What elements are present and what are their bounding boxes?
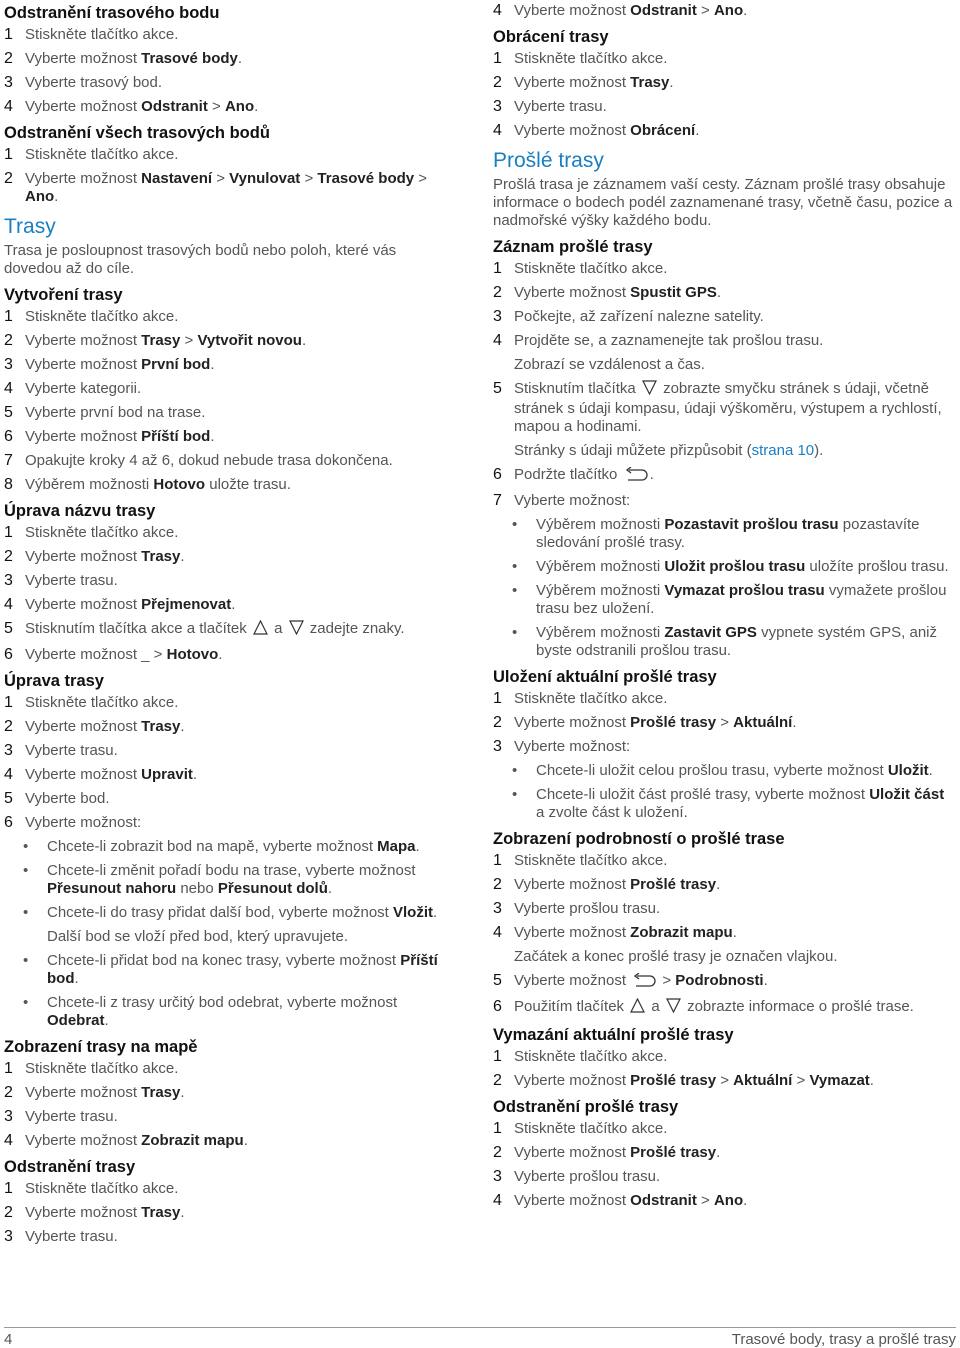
bullet-icon: •: [23, 904, 29, 921]
section-edit-route: [4, 670, 456, 1030]
bullet-item: [23, 994, 456, 1030]
step: [4, 548, 456, 566]
section-heading: Uložení aktuální prošlé trasy: [493, 668, 717, 686]
step-number: 4: [4, 596, 13, 613]
step-text: Stiskněte tlačítko akce.: [25, 1180, 179, 1197]
step-number: 7: [4, 452, 13, 469]
bullet-item: [512, 786, 955, 822]
step-number: 1: [493, 690, 502, 707]
step-number: 6: [4, 428, 13, 445]
step-number: 1: [4, 694, 13, 711]
down-arrow-icon: [289, 620, 304, 640]
bullet-text: Chcete-li změnit pořadí bodu na trase, vyberte možnost Přesunout nahoru nebo Přesunout dolů.: [47, 862, 416, 897]
step-text: Vyberte možnost Prošlé trasy > Aktuální.: [514, 714, 797, 731]
step-text: Vyberte možnost:: [514, 492, 631, 509]
step: [4, 596, 456, 614]
step: [4, 428, 456, 446]
step: [493, 1048, 955, 1066]
step: [4, 98, 456, 116]
step-text: Vyberte možnost Trasy > Vytvořit novou.: [25, 332, 307, 349]
step-text: Vyberte trasu.: [514, 98, 607, 115]
bullet-text: Chcete-li do trasy přidat další bod, vyberte možnost Vložit. Další bod se vloží před bod, který upravujete.: [47, 904, 438, 945]
step-text: Projděte se, a zaznamenejte tak prošlou trasu.: [514, 332, 824, 349]
step-number: 3: [493, 900, 502, 917]
step-number: 1: [4, 1180, 13, 1197]
step: [4, 50, 456, 68]
step-text: Stiskněte tlačítko akce.: [25, 26, 179, 43]
section-heading: Záznam prošlé trasy: [493, 238, 653, 256]
step-number: 3: [4, 742, 13, 759]
bullet-item: [23, 862, 456, 898]
section-heading: Úprava trasy: [4, 672, 104, 690]
bullet-text: Výběrem možnosti Uložit prošlou trasu uložíte prošlou trasu.: [536, 558, 949, 575]
step-text: Vyberte trasu.: [25, 1108, 118, 1125]
step: [493, 332, 955, 350]
step: [4, 1132, 456, 1150]
step-text: Vyberte možnost Odstranit > Ano.: [25, 98, 259, 115]
bullet-icon: •: [512, 624, 518, 641]
step-note: Zobrazí se vzdálenost a čas.: [514, 356, 705, 373]
step: [4, 620, 456, 640]
step: [493, 972, 955, 992]
step-text: Vyberte trasový bod.: [25, 74, 163, 91]
step-number: 2: [493, 714, 502, 731]
step-number: 4: [4, 380, 13, 397]
step: [4, 74, 456, 92]
step-text: Vyberte možnost:: [514, 738, 631, 755]
step: [4, 332, 456, 350]
up-arrow-icon: [253, 620, 268, 640]
up-arrow-icon: [630, 998, 645, 1018]
step-number: 3: [493, 1168, 502, 1185]
step: [4, 1180, 456, 1198]
step: [4, 790, 456, 808]
section-save-track: [493, 666, 955, 822]
bullet-item: [512, 624, 955, 660]
step-number: 2: [493, 1144, 502, 1161]
step-number: 4: [493, 924, 502, 941]
step-number: 3: [493, 308, 502, 325]
bullet-item: [23, 838, 456, 856]
step-text: Opakujte kroky 4 až 6, dokud nebude trasa dokončena.: [25, 452, 393, 469]
step-number: 2: [4, 50, 13, 67]
bullet-text: Chcete-li přidat bod na konec trasy, vyberte možnost Příští bod.: [47, 952, 438, 987]
step-text: Vyberte možnost Trasy.: [25, 548, 185, 565]
section-track-details: [493, 828, 955, 1018]
step-text: Stiskněte tlačítko akce.: [25, 1060, 179, 1077]
section-heading: Odstranění prošlé trasy: [493, 1098, 679, 1116]
step-number: 5: [4, 790, 13, 807]
bullet-icon: •: [23, 862, 29, 879]
bullet-icon: •: [23, 838, 29, 855]
step-text: Stisknutím tlačítka zobrazte smyčku stránek s údaji, včetně stránek s údaji kompasu, údaji výškoměru, výstupem a rychlostí, mapou a hodinami.: [514, 380, 942, 435]
step-text: Vyberte možnost Prošlé trasy.: [514, 1144, 721, 1161]
step: [493, 738, 955, 756]
step-text: Vyberte možnost Obrácení.: [514, 122, 700, 139]
step: [493, 74, 955, 92]
step: [4, 380, 456, 398]
step-text: Vyberte možnost _ > Hotovo.: [25, 646, 223, 663]
bullet-icon: •: [23, 994, 29, 1011]
step-text: Stiskněte tlačítko akce.: [514, 50, 668, 67]
step-number: 3: [493, 98, 502, 115]
step-text: Vyberte trasu.: [25, 572, 118, 589]
step: [493, 2, 955, 20]
step-number: 8: [4, 476, 13, 493]
bullet-item: [23, 904, 456, 946]
section-clear-track: [493, 1024, 955, 1090]
step: [4, 404, 456, 422]
step-text: Vyberte možnost Odstranit > Ano.: [514, 2, 748, 19]
step: [4, 694, 456, 712]
bullet-note: Další bod se vloží před bod, který upravujete.: [47, 928, 348, 945]
step-number: 6: [4, 814, 13, 831]
chapter-heading: Trasy: [4, 215, 56, 238]
step-text: Vyberte trasu.: [25, 1228, 118, 1245]
step-text: Vyberte kategorii.: [25, 380, 142, 397]
step-number: 5: [4, 620, 13, 637]
step: [493, 1168, 955, 1186]
step-text: Stiskněte tlačítko akce.: [25, 146, 179, 163]
step-text: Výběrem možnosti Hotovo uložte trasu.: [25, 476, 291, 493]
section-tracks: [493, 148, 955, 230]
step-number: 2: [4, 718, 13, 735]
step-number: 1: [493, 852, 502, 869]
bullet-item: [512, 762, 955, 780]
step-number: 2: [493, 284, 502, 301]
step-text: Stiskněte tlačítko akce.: [514, 1120, 668, 1137]
step-text: Vyberte možnost Trasy.: [25, 1084, 185, 1101]
step-number: 1: [4, 1060, 13, 1077]
step: [4, 1060, 456, 1078]
step-text: Vyberte trasu.: [25, 742, 118, 759]
section-heading: Zobrazení trasy na mapě: [4, 1038, 198, 1056]
step-number: 2: [493, 74, 502, 91]
step-number: 4: [4, 766, 13, 783]
step: [493, 876, 955, 894]
step-number: 1: [4, 26, 13, 43]
paragraph: Prošlá trasa je záznamem vaší cesty. Záznam prošlé trasy obsahuje informace o bodech podél zaznamenané trasy, včetně času, pozice a nadmořské výšky každého bodu.: [493, 176, 953, 229]
bullet-icon: •: [512, 558, 518, 575]
step-number: 4: [493, 2, 502, 19]
step: [493, 466, 955, 486]
step-text: Stiskněte tlačítko akce.: [25, 524, 179, 541]
step-number: 1: [493, 1048, 502, 1065]
bullet-item: [23, 952, 456, 988]
step-text: Počkejte, až zařízení nalezne satelity.: [514, 308, 764, 325]
step-text: Vyberte možnost Zobrazit mapu.: [514, 924, 737, 941]
step: [4, 718, 456, 736]
step-text: Stiskněte tlačítko akce.: [514, 1048, 668, 1065]
step-number: 3: [4, 74, 13, 91]
step-number: 3: [493, 738, 502, 755]
down-arrow-icon: [666, 998, 681, 1018]
chapter-heading: Prošlé trasy: [493, 149, 604, 172]
step: [4, 452, 456, 470]
step-number: 2: [4, 548, 13, 565]
step: [4, 814, 456, 832]
section-heading: Odstranění trasy: [4, 1158, 136, 1176]
section-delete-route: [4, 1156, 456, 1246]
bullet-text: Chcete-li uložit část prošlé trasy, vyberte možnost Uložit část a zvolte část k uložení.: [536, 786, 945, 821]
step-number: 2: [4, 170, 13, 187]
page-number: 4: [4, 1331, 13, 1348]
step: [493, 308, 955, 326]
step-number: 4: [493, 122, 502, 139]
step-number: 2: [493, 1072, 502, 1089]
step-number: 6: [493, 998, 502, 1015]
step: [493, 900, 955, 918]
step: [493, 1144, 955, 1162]
step-number: 1: [4, 524, 13, 541]
step-number: 6: [493, 466, 502, 483]
bullet-text: Chcete-li uložit celou prošlou trasu, vyberte možnost Uložit.: [536, 762, 933, 779]
step-number: 4: [493, 1192, 502, 1209]
section-heading: Odstranění všech trasových bodů: [4, 124, 270, 142]
step-number: 3: [4, 356, 13, 373]
step-text: Vyberte možnost Trasy.: [25, 718, 185, 735]
step-text: Vyberte možnost Trasové body.: [25, 50, 243, 67]
section-heading: Vytvoření trasy: [4, 286, 123, 304]
step-text: Vyberte možnost Přejmenovat.: [25, 596, 236, 613]
step-text: Stiskněte tlačítko akce.: [514, 690, 668, 707]
section-heading: Zobrazení podrobností o prošlé trase: [493, 830, 785, 848]
step-text: Vyberte možnost > Podrobnosti.: [514, 972, 955, 992]
step-text: Stiskněte tlačítko akce.: [514, 852, 668, 869]
bullet-text: Chcete-li zobrazit bod na mapě, vyberte možnost Mapa.: [47, 838, 420, 855]
step-text: Vyberte možnost Nastavení > Vynulovat > Trasové body > Ano.: [25, 170, 428, 205]
step: [493, 380, 955, 436]
section-delete-all-waypoints: [4, 122, 456, 206]
step-text: Vyberte možnost Příští bod.: [25, 428, 215, 445]
step: [4, 572, 456, 590]
step: [493, 924, 955, 942]
footer-title: Trasové body, trasy a prošlé trasy: [731, 1331, 956, 1348]
step-text: Vyberte první bod na trase.: [25, 404, 206, 421]
bullet-item: [512, 516, 955, 552]
page-link[interactable]: strana 10: [751, 442, 815, 459]
section-heading: Vymazání aktuální prošlé trasy: [493, 1026, 734, 1044]
step: [4, 356, 456, 374]
step-text: Vyberte prošlou trasu.: [514, 900, 661, 917]
step-text: Vyberte možnost Zobrazit mapu.: [25, 1132, 248, 1149]
step: [493, 690, 955, 708]
step-number: 4: [493, 332, 502, 349]
step: [4, 1084, 456, 1102]
step-number: 1: [493, 50, 502, 67]
step: [4, 1108, 456, 1126]
step: [493, 714, 955, 732]
step: [4, 146, 456, 164]
section-routes: [4, 214, 456, 278]
back-icon: [624, 467, 648, 486]
step-text: Vyberte možnost První bod.: [25, 356, 215, 373]
step-number: 3: [4, 1228, 13, 1245]
step-number: 7: [493, 492, 502, 509]
step-number: 1: [493, 260, 502, 277]
right-column: [493, 0, 955, 1216]
step-number: 1: [493, 1120, 502, 1137]
step-number: 2: [4, 332, 13, 349]
step: [4, 766, 456, 784]
step-number: 2: [4, 1204, 13, 1221]
section-rename-route: [4, 500, 456, 664]
step-note: Začátek a konec prošlé trasy je označen vlajkou.: [514, 948, 838, 965]
step-text: Vyberte možnost Prošlé trasy.: [514, 876, 721, 893]
paragraph: Trasa je posloupnost trasových bodů nebo poloh, které vás dovedou až do cíle.: [4, 242, 397, 277]
bullet-icon: •: [512, 786, 518, 803]
section-heading: Obrácení trasy: [493, 28, 609, 46]
step-text: Vyberte možnost Trasy.: [25, 1204, 185, 1221]
bullet-text: Výběrem možnosti Pozastavit prošlou trasu pozastavíte sledování prošlé trasy.: [536, 516, 920, 551]
step-number: 5: [493, 380, 502, 397]
step: [493, 1192, 955, 1210]
step: [4, 742, 456, 760]
step-text: Vyberte bod.: [25, 790, 110, 807]
step-number: 2: [493, 876, 502, 893]
step-number: 3: [4, 572, 13, 589]
step-text: Stiskněte tlačítko akce.: [25, 694, 179, 711]
step-number: 1: [4, 146, 13, 163]
bullet-text: Výběrem možnosti Vymazat prošlou trasu vymažete prošlou trasu bez uložení.: [536, 582, 947, 617]
step: [4, 308, 456, 326]
step-text: Stiskněte tlačítko akce.: [25, 308, 179, 325]
step-number: 5: [493, 972, 502, 989]
step: [493, 998, 955, 1018]
step-text: Použitím tlačítek a zobrazte informace o prošlé trase.: [514, 998, 955, 1018]
bullet-icon: •: [512, 762, 518, 779]
step: [493, 50, 955, 68]
left-column: [4, 0, 456, 1252]
back-icon: [632, 973, 656, 992]
step-number: 5: [4, 404, 13, 421]
step-number: 4: [4, 98, 13, 115]
step-text: Vyberte možnost Upravit.: [25, 766, 198, 783]
step-text: Stisknutím tlačítka akce a tlačítek a zadejte znaky.: [25, 620, 456, 640]
step: [4, 646, 456, 664]
bullet-text: Výběrem možnosti Zastavit GPS vypnete systém GPS, aniž byste odstranili prošlou trasu.: [536, 624, 938, 659]
step: [493, 492, 955, 510]
step: [4, 26, 456, 44]
bullet-text: Chcete-li z trasy určitý bod odebrat, vyberte možnost Odebrat.: [47, 994, 398, 1029]
section-reverse-route: [493, 26, 955, 140]
section-record-track: [493, 236, 955, 660]
step: [493, 98, 955, 116]
step: [4, 1228, 456, 1246]
bullet-icon: •: [23, 952, 29, 969]
step-text: Vyberte prošlou trasu.: [514, 1168, 661, 1185]
step: [4, 170, 456, 206]
step-note: Stránky s údaji můžete přizpůsobit (strana 10).: [514, 442, 824, 459]
step-number: 3: [4, 1108, 13, 1125]
step-text: Vyberte možnost Prošlé trasy > Aktuální > Vymazat.: [514, 1072, 874, 1089]
step-text: Vyberte možnost Odstranit > Ano.: [514, 1192, 748, 1209]
step: [493, 1120, 955, 1138]
bullet-item: [512, 582, 955, 618]
step-number: 2: [4, 1084, 13, 1101]
step-text: Vyberte možnost:: [25, 814, 142, 831]
down-arrow-icon: [642, 380, 657, 400]
section-heading: Odstranění trasového bodu: [4, 4, 220, 22]
bullet-item: [512, 558, 955, 576]
step: [4, 524, 456, 542]
section-delete-waypoint: [4, 2, 456, 116]
section-view-route-map: [4, 1036, 456, 1150]
section-create-route: [4, 284, 456, 494]
step: [493, 260, 955, 278]
step-text: Podržte tlačítko .: [514, 466, 955, 486]
step-number: 1: [4, 308, 13, 325]
step-text: Vyberte možnost Trasy.: [514, 74, 674, 91]
step: [493, 122, 955, 140]
section-delete-track: [493, 1096, 955, 1210]
step-text: Vyberte možnost Spustit GPS.: [514, 284, 722, 301]
step-number: 4: [4, 1132, 13, 1149]
footer-divider: [4, 1327, 956, 1328]
step-text: Stiskněte tlačítko akce.: [514, 260, 668, 277]
step: [493, 284, 955, 302]
bullet-icon: •: [512, 516, 518, 533]
bullet-icon: •: [512, 582, 518, 599]
step-number: 6: [4, 646, 13, 663]
step: [493, 852, 955, 870]
step: [4, 476, 456, 494]
step: [4, 1204, 456, 1222]
section-heading: Úprava názvu trasy: [4, 502, 156, 520]
step: [493, 1072, 955, 1090]
section-delete-route-continued: [493, 2, 955, 20]
